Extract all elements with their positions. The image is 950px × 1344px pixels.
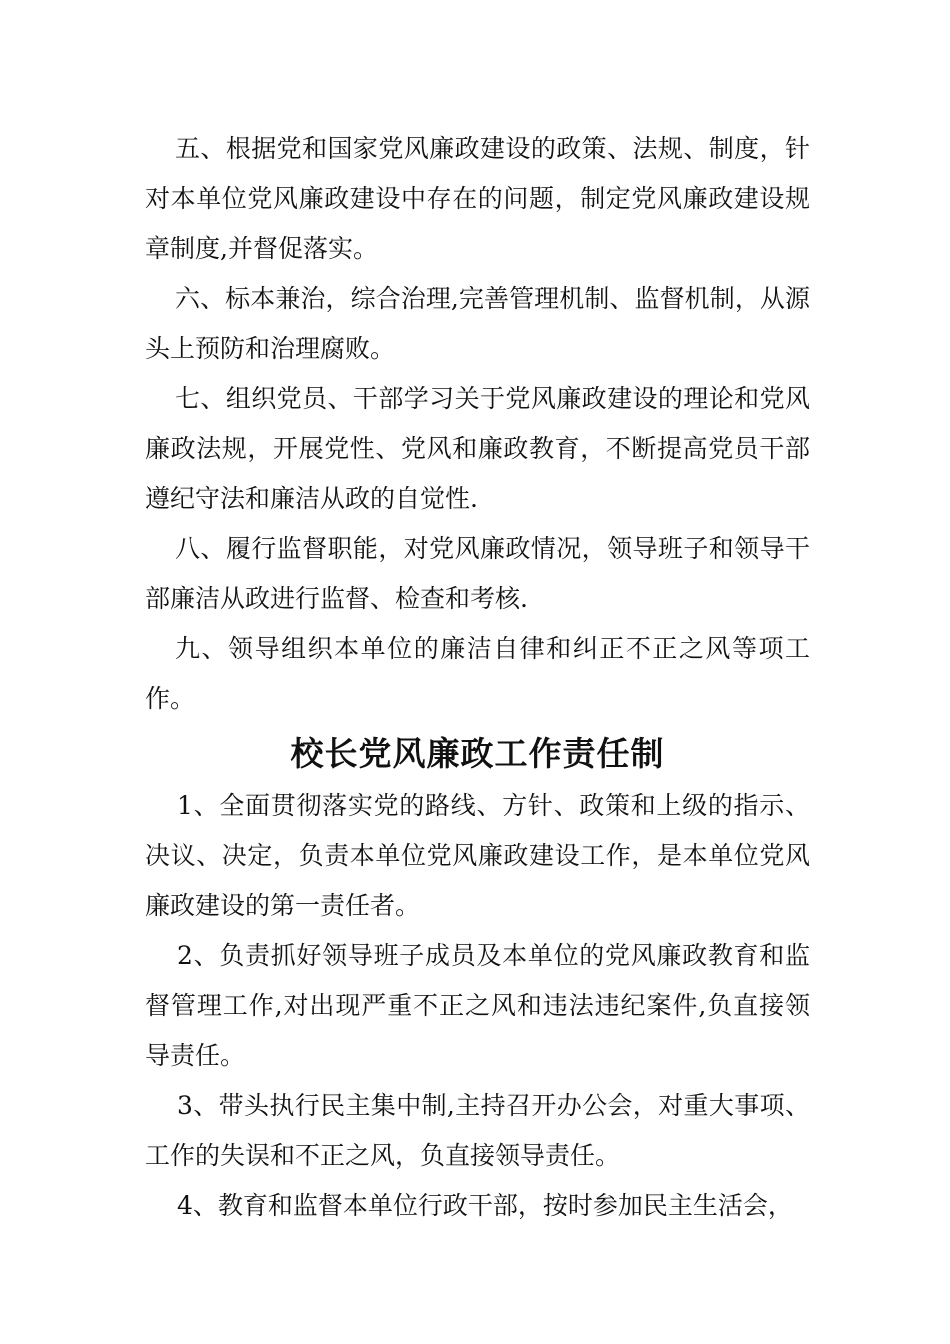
section-title: 校长党风廉政工作责任制 <box>290 734 665 773</box>
responsibility-item-2: 2、负责抓好领导班子成员及本单位的党风廉政教育和监督管理工作,对出现严重不正之风和违法违纪案件,负直接领导责任。 <box>145 941 810 1070</box>
document-body <box>145 124 810 1231</box>
paragraph-item-8: 八、履行监督职能，对党风廉政情况，领导班子和领导干部廉洁从政进行监督、检查和考核. <box>145 534 810 613</box>
paragraph-item-7: 七、组织党员、干部学习关于党风廉政建设的理论和党风廉政法规，开展党性、党风和廉政教育，不断提高党员干部遵纪守法和廉洁从政的自觉性. <box>145 384 810 513</box>
paragraph-item-6: 六、标本兼治，综合治理,完善管理机制、监督机制，从源头上预防和治理腐败。 <box>145 284 810 363</box>
paragraph-item-9: 九、领导组织本单位的廉洁自律和纠正不正之风等项工作。 <box>145 634 810 713</box>
paragraph-item-5: 五、根据党和国家党风廉政建设的政策、法规、制度，针对本单位党风廉政建设中存在的问题，制定党风廉政建设规章制度,并督促落实。 <box>145 134 810 263</box>
responsibility-item-1: 1、全面贯彻落实党的路线、方针、政策和上级的指示、决议、决定，负责本单位党风廉政建设工作，是本单位党风廉政建设的第一责任者。 <box>145 791 810 920</box>
responsibility-item-4: 4、教育和监督本单位行政干部，按时参加民主生活会， <box>177 1191 793 1220</box>
responsibility-item-3: 3、带头执行民主集中制,主持召开办公会，对重大事项、工作的失误和不正之风，负直接领导责任。 <box>145 1091 810 1170</box>
